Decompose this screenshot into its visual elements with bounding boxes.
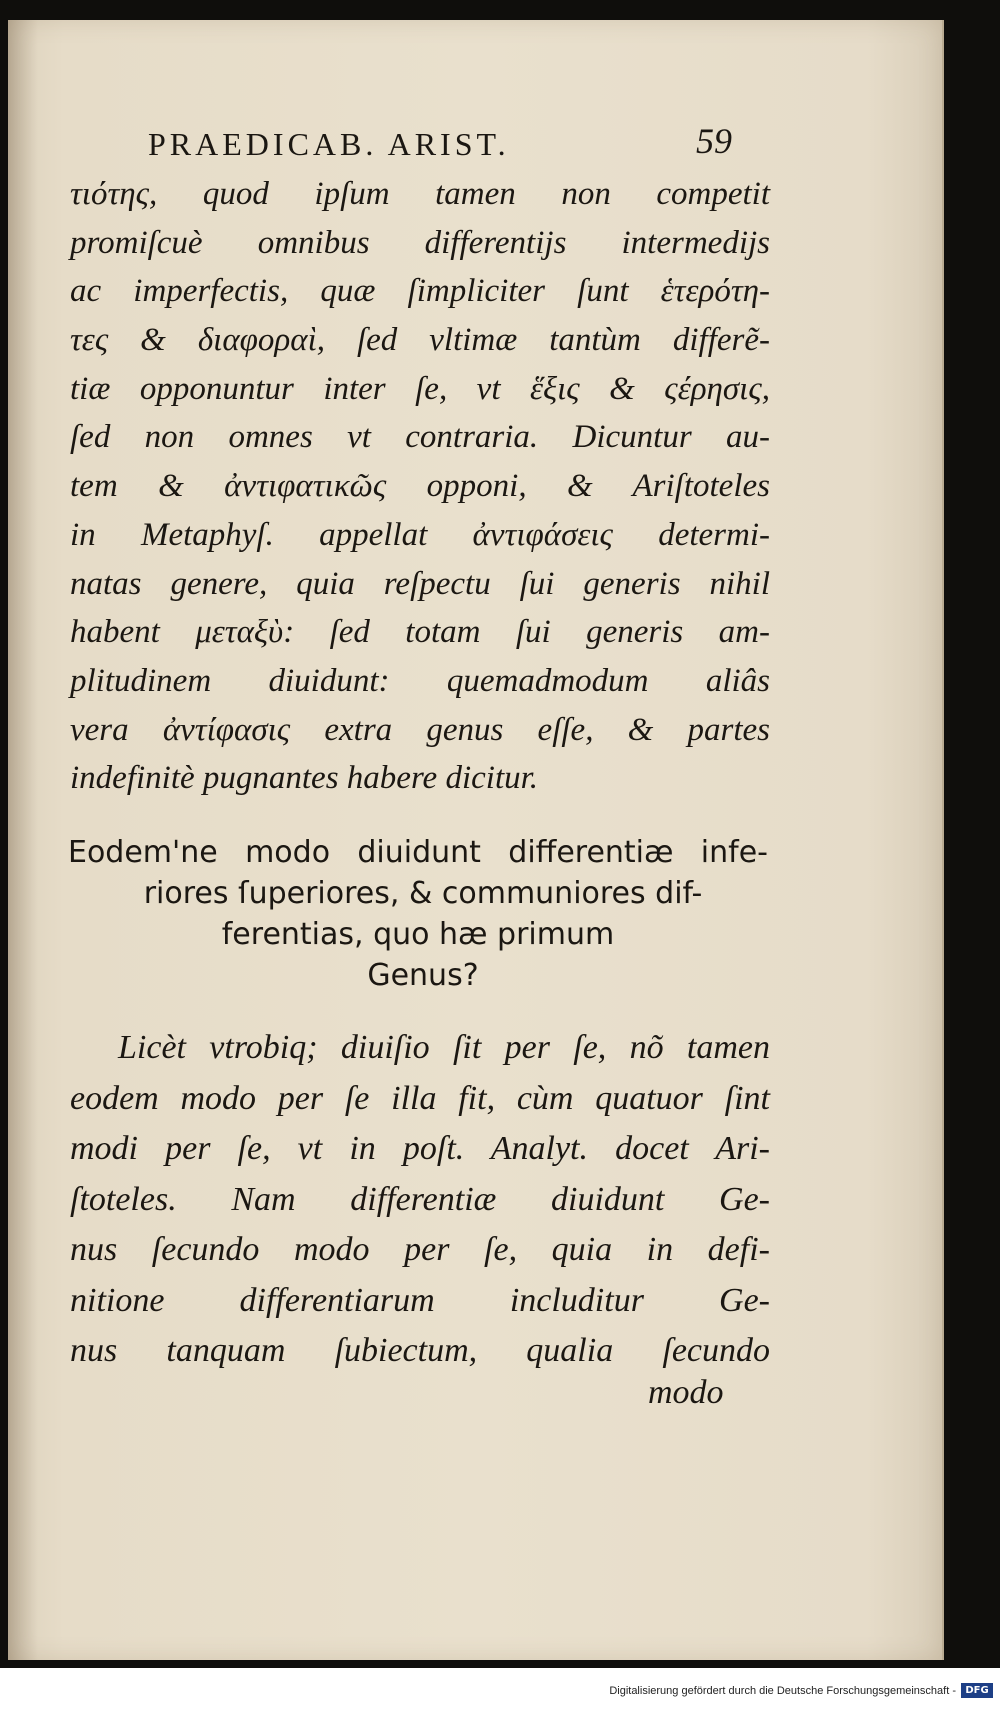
text-line: ſtoteles. Nam differentiæ diuidunt Ge-: [70, 1180, 770, 1218]
gutter-shadow: [8, 20, 38, 1660]
question-heading: [68, 832, 768, 996]
page-number: 59: [696, 121, 732, 161]
book-page: [8, 20, 944, 1660]
text-line: τες & διαφοραὶ, ſed vltimæ tantùm differẽ-: [70, 322, 770, 359]
funding-credit: Digitalisierung gefördert durch die Deutsche Forschungsgemeinschaft -: [609, 1685, 956, 1697]
text-line: nus ſecundo modo per ſe, quia in defi-: [70, 1231, 770, 1268]
text-line: eodem modo per ſe illa fit, cùm quatuor ſint: [70, 1079, 770, 1117]
text-line: nitione differentiarum includitur Ge-: [70, 1281, 770, 1319]
text-line: promiſcuè omnibus differentijs intermedijs: [70, 224, 770, 261]
paragraph-1: [70, 170, 770, 803]
catchword: modo: [648, 1374, 724, 1411]
running-head: PRAEDICAB. ARIST.: [148, 126, 510, 162]
text-line: Licèt vtrobiq; diuiſio ſit per ſe, nõ tamen: [118, 1029, 770, 1066]
text-line: in Metaphyſ. appellat ἀντιφάσεις determi-: [70, 516, 770, 553]
text-line: ſed non omnes vt contraria. Dicuntur au-: [70, 419, 770, 456]
text-line: indefinitè pugnantes habere dicitur.: [70, 760, 539, 797]
text-line: tem & ἀντιφατικῶς opponi, & Ariſtoteles: [70, 468, 770, 505]
page-header: [8, 110, 942, 170]
text-line: habent μεταξὺ: ſed totam ſui generis am-: [70, 614, 770, 651]
text-line: modi per ſe, vt in poſt. Analyt. docet Ari-: [70, 1130, 770, 1167]
text-line: vera ἀντίφασις extra genus eſſe, & partes: [70, 711, 770, 748]
text-line: tiæ opponuntur inter ſe, vt ἕξις & ςέρησις,: [70, 370, 770, 407]
text-line: plitudinem diuidunt: quemadmodum aliâs: [70, 662, 770, 699]
heading-line: Genus?: [367, 958, 479, 993]
text-line: natas genere, quia reſpectu ſui generis nihil: [70, 565, 770, 602]
paragraph-2: [70, 1023, 770, 1377]
heading-line: riores ſuperiores, & communiores dif-: [143, 876, 703, 911]
heading-line: ferentias, quo hæ primum: [221, 917, 615, 952]
text-line: τιότης, quod ipſum tamen non competit: [70, 176, 770, 212]
text-line: nus tanquam ſubiectum, qualia ſecundo: [70, 1332, 770, 1369]
text-line: ac imperfectis, quæ ſimpliciter ſunt ἑτερότη-: [70, 273, 770, 310]
heading-line: Eodem'ne modo diuidunt differentiæ infe-: [68, 835, 768, 870]
dfg-logo-icon: DFG: [961, 1683, 993, 1698]
